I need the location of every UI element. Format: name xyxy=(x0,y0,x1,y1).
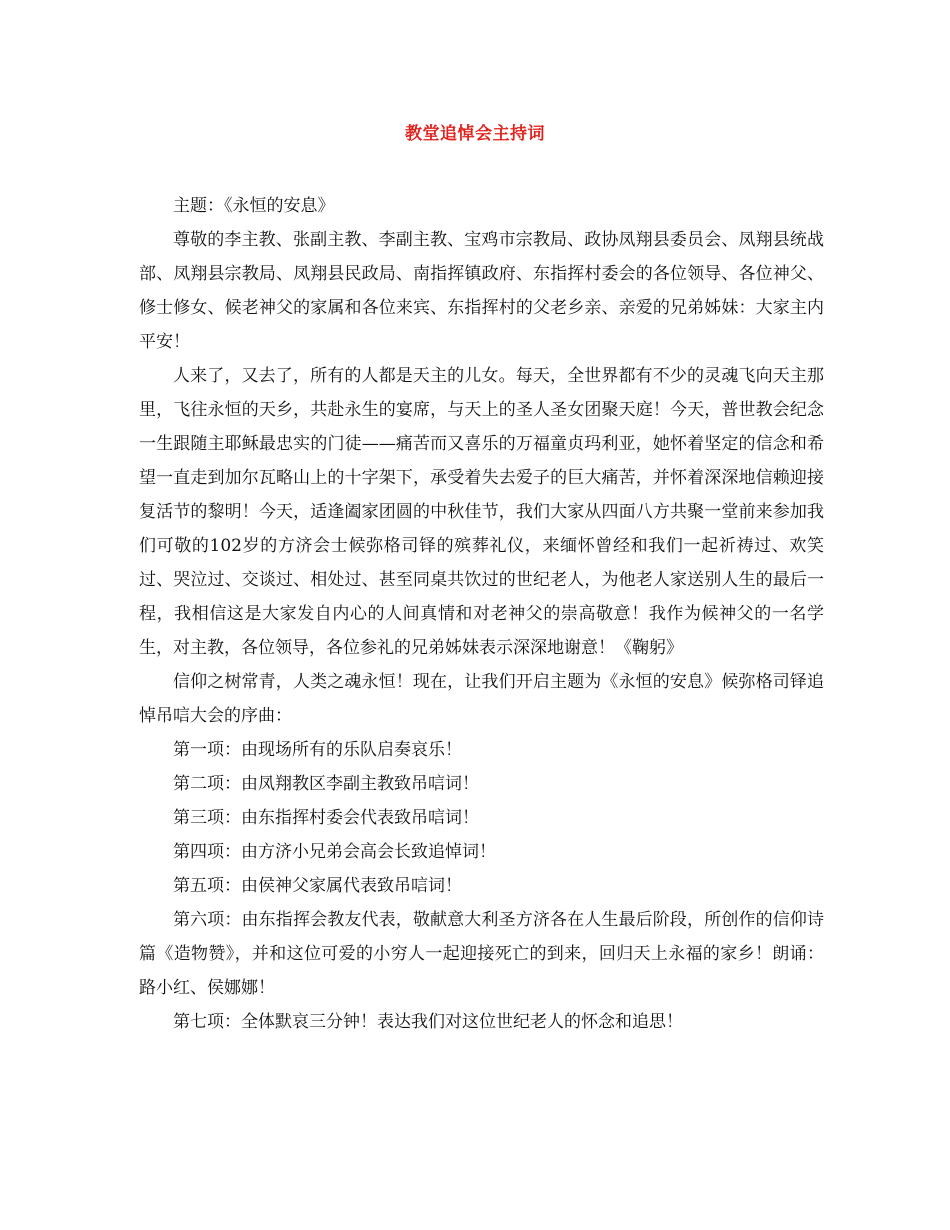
document-title: 教堂追悼会主持词 xyxy=(405,124,545,144)
prelude-paragraph: 信仰之树常青，人类之魂永恒！现在，让我们开启主题为《永恒的安息》候弥格司铎追悼吊唁大会的序曲： xyxy=(139,672,824,726)
agenda-item-2: 第二项：由凤翔教区李副主教致吊唁词！ xyxy=(173,774,479,794)
agenda-item-6: 第六项：由东指挥会教友代表，敬献意大利圣方济各在人生最后阶段，所创作的信仰诗篇《造物赞》，并和这位可爱的小穷人一起迎接死亡的到来，回归天上永福的家乡！朗诵：路小红、侯娜娜！ xyxy=(139,910,824,998)
document-body xyxy=(139,189,824,1039)
agenda-item-7: 第七项：全体默哀三分钟！表达我们对这位世纪老人的怀念和追思！ xyxy=(173,1012,683,1032)
agenda-item-1: 第一项：由现场所有的乐队启奏哀乐！ xyxy=(173,740,462,760)
opening-paragraph: 人来了，又去了，所有的人都是天主的儿女。每天，全世界都有不少的灵魂飞向天主那里，飞往永恒的天乡，共赴永生的宴席，与天上的圣人圣女团聚天庭！今天，普世教会纪念一生跟随主耶稣最忠实的门徒——痛苦而又喜乐的万福童贞玛利亚，她怀着坚定的信念和希望一直走到加尔瓦略山上的十字架下，承受着失去爱子的巨大痛苦，并怀着深深地信赖迎接复活节的黎明！今天，适逢阖家团圆的中秋佳节，我们大家从四面八方共聚一堂前来参加我们可敬的102岁的方济会士候弥格司铎的殡葬礼仪，来缅怀曾经和我们一起祈祷过、欢笑过、哭泣过、交谈过、相处过、甚至同桌共饮过的世纪老人，为他老人家送别人生的最后一程，我相信这是大家发自内心的人间真情和对老神父的崇高敬意！我作为候神父的一名学生，对主教，各位领导，各位参礼的兄弟姊妹表示深深地谢意！《鞠躬》 xyxy=(139,366,824,658)
theme-line: 主题：《永恒的安息》 xyxy=(173,196,335,216)
agenda-item-5: 第五项：由侯神父家属代表致吊唁词！ xyxy=(173,876,462,896)
agenda-item-3: 第三项：由东指挥村委会代表致吊唁词！ xyxy=(173,808,479,828)
greeting-paragraph: 尊敬的李主教、张副主教、李副主教、宝鸡市宗教局、政协凤翔县委员会、凤翔县统战部、凤翔县宗教局、凤翔县民政局、南指挥镇政府、东指挥村委会的各位领导、各位神父、修士修女、候老神父的家属和各位来宾、东指挥村的父老乡亲、亲爱的兄弟姊妹：大家主内平安！ xyxy=(139,230,824,352)
agenda-item-4: 第四项：由方济小兄弟会高会长致追悼词！ xyxy=(173,842,496,862)
